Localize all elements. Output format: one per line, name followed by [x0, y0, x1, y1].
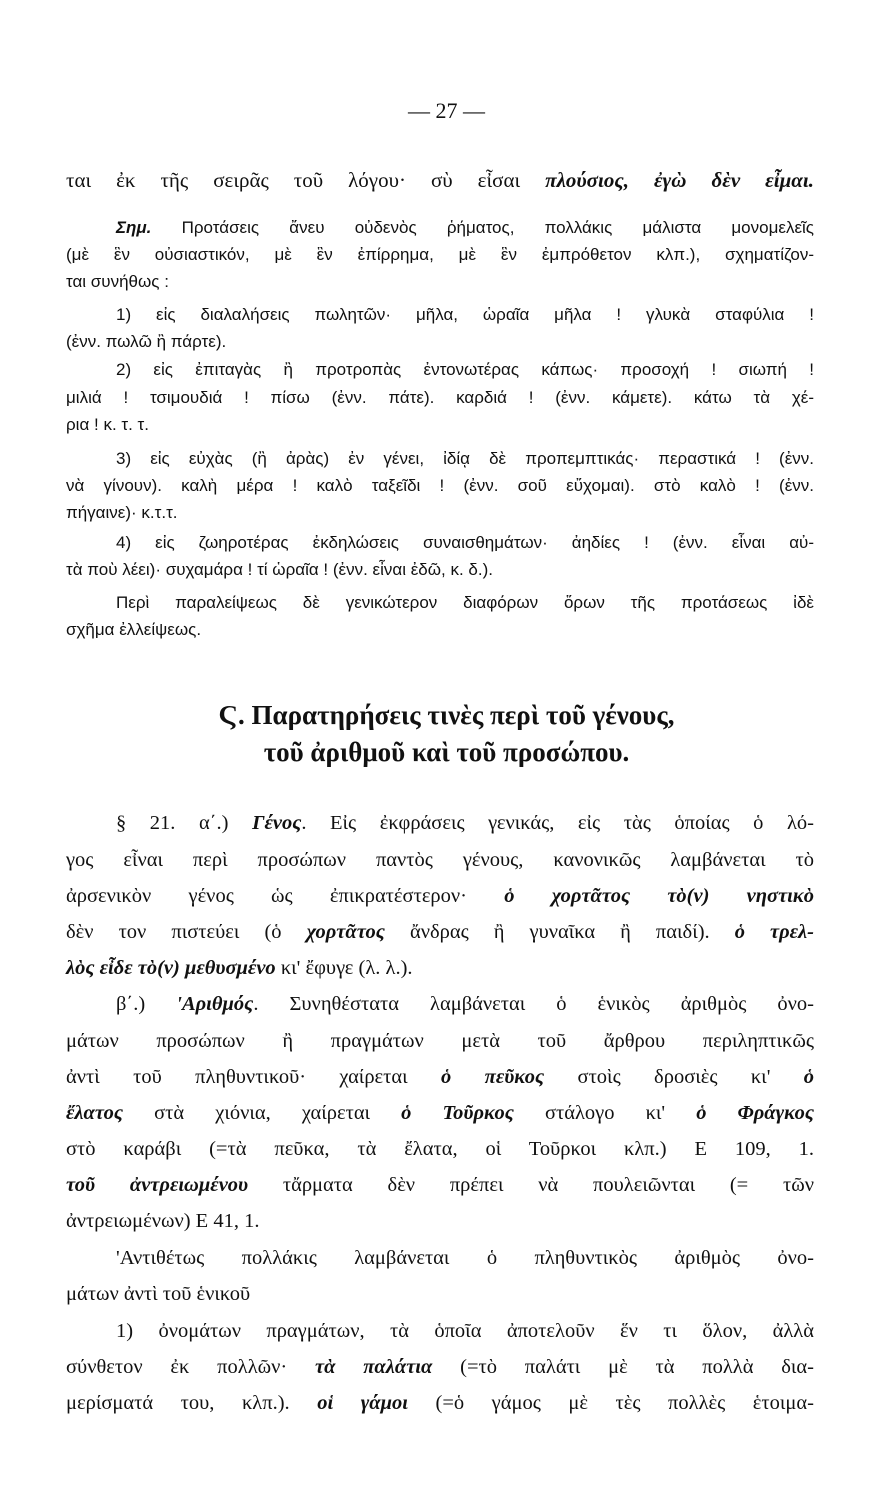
- section-heading-continued: τοῦ ἀριθμοῦ καὶ τοῦ προσώπου.: [263, 737, 630, 767]
- body-line: δὲν τον πιστεύει (ὁ χορτᾶτος ἄνδρας ἢ γυναῖκα ἢ παιδί). ὁ τρελ-: [66, 921, 814, 943]
- note-line: τὰ ποὺ λέει)· συχαμάρα ! τί ὡραῖα ! (ἐνν. εἶναι ἐδῶ, κ. δ.).: [66, 560, 493, 579]
- body-line: ἀντρειωμένων) Ε 41, 1.: [66, 1210, 260, 1232]
- body-line: σύνθετον ἐκ πολλῶν· τὰ παλάτια (=τὸ παλάτι μὲ τὰ πολλὰ δια-: [66, 1356, 814, 1378]
- text-line: ται ἐκ τῆς σειρᾶς τοῦ λόγου· σὺ εἶσαι πλούσιος, ἐγὼ δὲν εἶμαι.: [66, 168, 814, 192]
- note-line: 3) εἰς εὐχὰς (ἢ ἀρὰς) ἐν γένει, ἰδίᾳ δὲ προπεμπτικάς· περαστικά ! (ἐνν.: [116, 449, 814, 468]
- section-heading: Ϛ. Παρατηρήσεις τινὲς περὶ τοῦ γένους,: [218, 700, 675, 730]
- note-line: ται συνήθως :: [66, 272, 169, 291]
- note-line: νὰ γίνουν). καλὴ μέρα ! καλὸ ταξεῖδι ! (ἐνν. σοῦ εὔχομαι). στὸ καλὸ ! (ἐνν.: [66, 476, 814, 495]
- note-line: 2) εἰς ἐπιταγὰς ἢ προτροπὰς ἐντονωτέρας κάπως· προσοχή ! σιωπή !: [116, 360, 814, 379]
- note-line: Σημ. Προτάσεις ἄνευ οὐδενὸς ῥήματος, πολλάκις μάλιστα μονομελεῖς: [116, 218, 814, 237]
- note-line: πήγαινε)· κ.τ.τ.: [66, 503, 178, 522]
- page-number: — 27 —: [408, 98, 485, 123]
- note-line: 4) εἰς ζωηροτέρας ἐκδηλώσεις συναισθημάτων· ἀηδίες ! (ἐνν. εἶναι αὐ-: [116, 533, 814, 552]
- body-line: γος εἶναι περὶ προσώπων παντὸς γένους, κανονικῶς λαμβάνεται τὸ: [66, 849, 814, 871]
- note-line: Περὶ παραλείψεως δὲ γενικώτερον διαφόρων ὅρων τῆς προτάσεως ἰδὲ: [116, 593, 814, 612]
- body-line: στὸ καράβι (=τὰ πεῦκα, τὰ ἔλατα, οἱ Τοῦρκοι κλπ.) Ε 109, 1.: [66, 1138, 814, 1160]
- body-line: μάτων ἀντὶ τοῦ ἑνικοῦ: [66, 1283, 251, 1305]
- body-line: ἀρσενικὸν γένος ὡς ἐπικρατέστερον· ὁ χορτᾶτος τὸ(ν) νηστικὸ: [66, 885, 814, 907]
- body-line: 1) ὀνομάτων πραγμάτων, τὰ ὁποῖα ἀποτελοῦν ἕν τι ὅλον, ἀλλὰ: [116, 1320, 814, 1342]
- body-line: 'Αντιθέτως πολλάκις λαμβάνεται ὁ πληθυντικὸς ἀριθμὸς ὀνο-: [116, 1247, 814, 1269]
- body-line: τοῦ ἀντρειωμένου τἄρματα δὲν πρέπει νὰ πουλειῶνται (= τῶν: [66, 1174, 814, 1196]
- note-line: σχῆμα ἐλλείψεως.: [66, 620, 202, 639]
- body-line: λὸς εἶδε τὸ(ν) μεθυσμένο κι' ἔφυγε (λ. λ.).: [66, 957, 413, 979]
- note-line: (μὲ ἓν οὐσιαστικόν, μὲ ἓν ἐπίρρημα, μὲ ἓν ἐμπρόθετον κλπ.), σχηματίζον-: [66, 245, 814, 264]
- note-line: ρια ! κ. τ. τ.: [66, 415, 149, 434]
- note-line: 1) εἰς διαλαλήσεις πωλητῶν· μῆλα, ὡραῖα μῆλα ! γλυκὰ σταφύλια !: [116, 305, 814, 324]
- body-line: μάτων προσώπων ἢ πραγμάτων μετὰ τοῦ ἄρθρου περιληπτικῶς: [66, 1030, 814, 1052]
- body-line: ἔλατος στὰ χιόνια, χαίρεται ὁ Τοῦρκος στάλογο κι' ὁ Φράγκος: [66, 1102, 815, 1124]
- body-line: ἀντὶ τοῦ πληθυντικοῦ· χαίρεται ὁ πεῦκος στοὶς δροσιὲς κι' ὁ: [66, 1066, 815, 1088]
- body-line: § 21. α΄.) Γένος. Εἰς ἐκφράσεις γενικάς, εἰς τὰς ὁποίας ὁ λό-: [116, 812, 814, 834]
- note-line: (ἐνν. πωλῶ ἢ πάρτε).: [66, 332, 227, 351]
- note-line: μιλιά ! τσιμουδιά ! πίσω (ἐνν. πάτε). καρδιά ! (ἐνν. κάμετε). κάτω τὰ χέ-: [66, 388, 814, 407]
- body-line: β΄.) 'Αριθμός. Συνηθέστατα λαμβάνεται ὁ ἑνικὸς ἀριθμὸς ὀνο-: [116, 993, 814, 1015]
- body-line: μερίσματά του, κλπ.). οἱ γάμοι (=ὁ γάμος μὲ τὲς πολλὲς ἑτοιμα-: [66, 1392, 814, 1414]
